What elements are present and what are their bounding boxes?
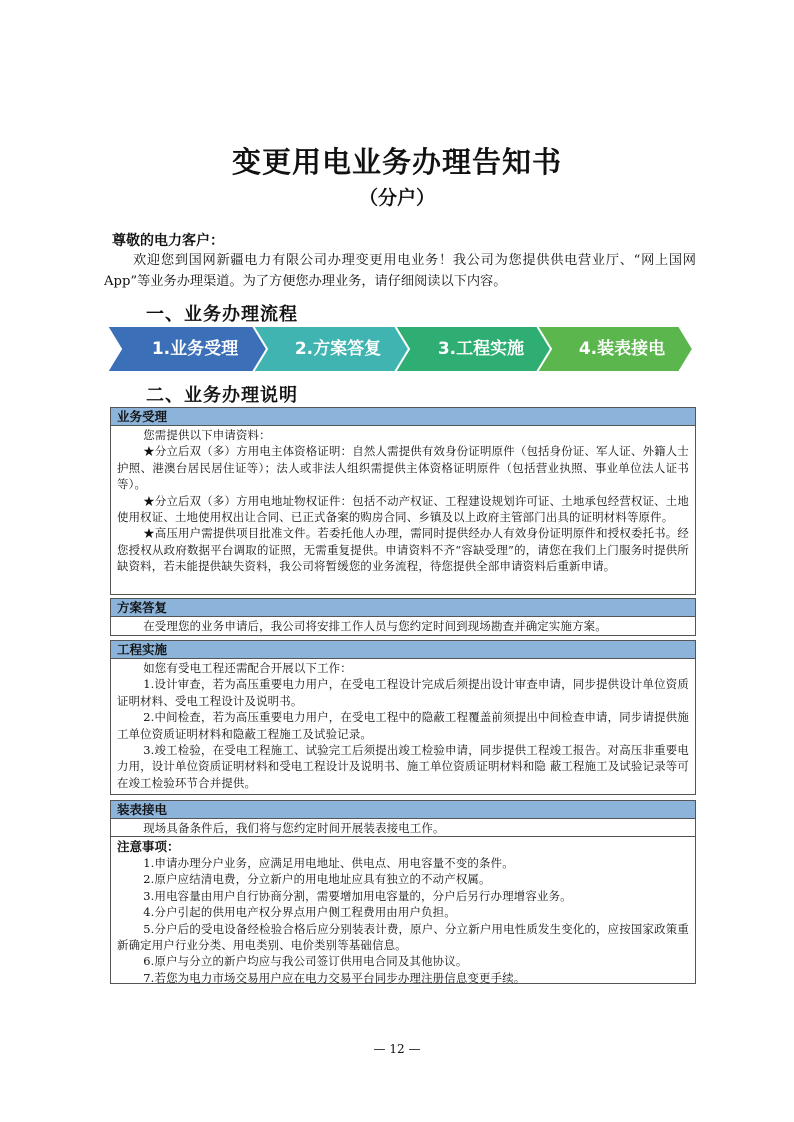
- panel-construction: [110, 640, 696, 795]
- flow-step-3-label: 3.工程实施: [437, 339, 525, 359]
- construction-paragraph: 2.中间检查，若为高压重要电力用户，在受电工程中的隐蔽工程覆盖前须提出中间检查申请，同步请提供施工单位资质证明材料和隐蔽工程施工及试验记录。: [117, 710, 689, 741]
- acceptance-paragraph: ★分立后双（多）方用电地址物权证件：包括不动产权证、工程建设规划许可证、土地承包经营权证、土地使用权证、土地使用权出让合同、已正式备案的购房合同、乡镇及以上政府主管部门出具的证明材料等原件。: [117, 493, 689, 525]
- panel-plan-heading: 方案答复: [111, 599, 695, 617]
- construction-paragraph: 如您有受电工程还需配合开展以下工作：: [143, 661, 352, 675]
- panel-meter-heading: 装表接电: [111, 801, 695, 819]
- notes-item: 2.原户应结清电费，分立新户的用电地址应具有独立的不动产权属。: [143, 872, 491, 887]
- acceptance-paragraph: ★高压用户需提供项目批准文件。若委托他人办理，需同时提供经办人有效身份证明原件和授权委托书。经您授权从政府数据平台调取的证照，无需重复提供。申请资料不齐“容缺受理”的，请您在我们上门服务时提供所缺资料，若未能提供缺失资料，我公司将暂缓您的业务流程，待您提供全部申请资料后重新申请。: [117, 526, 689, 574]
- notes-item: 5.分户后的受电设备经检验合格后应分别装表计费，原户、分立新户用电性质发生变化的，应按国家政策重新确定用户行业分类、用电类别、电价类别等基础信息。: [117, 921, 689, 953]
- plan-paragraph: 在受理您的业务申请后，我公司将安排工作人员与您约定时间到现场勘查并确定实施方案。: [143, 619, 607, 633]
- panel-plan: [110, 598, 696, 636]
- panel-acceptance-body: [111, 426, 695, 577]
- panel-meter: [110, 800, 696, 837]
- flow-step-1-label: 1.业务受理: [151, 339, 239, 359]
- notes-item: 1.申请办理分户业务，应满足用电地址、供电点、用电容量不变的条件。: [143, 856, 514, 870]
- panel-acceptance-heading: 业务受理: [111, 408, 695, 426]
- process-flow: [107, 326, 693, 372]
- panel-plan-body: [111, 617, 695, 636]
- panel-notes: [110, 836, 696, 984]
- meter-paragraph: 现场具备条件后，我们将与您约定时间开展装表接电工作。: [143, 821, 445, 835]
- acceptance-paragraph: 您需提供以下申请资料：: [143, 428, 271, 442]
- notes-heading: 注意事项：: [117, 839, 180, 854]
- notes-item: 7.若您为电力市场交易用户应在电力交易平台同步办理注册信息变更手续。: [143, 970, 526, 985]
- page-subtitle: （分户）: [358, 187, 435, 209]
- greeting: 尊敬的电力客户：: [112, 233, 224, 249]
- page-title: 变更用电业务办理告知书: [231, 145, 562, 179]
- intro-paragraph: 欢迎您到国网新疆电力有限公司办理变更用电业务！我公司为您提供供电营业厅、“网上国网 App”等业务办理渠道。为了方便您办理业务，请仔细阅读以下内容。: [104, 253, 696, 289]
- construction-paragraph: 1.设计审查，若为高压重要电力用户，在受电工程设计完成后须提出设计审查申请，同步提供设计单位资质证明材料、受电工程设计及说明书。: [117, 677, 689, 708]
- notes-item: 4.分户引起的供用电产权分界点用户侧工程费用由用户负担。: [143, 905, 456, 920]
- notes-item: 3.用电容量由用户自行协商分割，需要增加用电容量的，分户后另行办理增容业务。: [143, 888, 572, 903]
- flow-step-2-label: 2.方案答复: [294, 339, 382, 359]
- panel-construction-heading: 工程实施: [111, 641, 695, 659]
- panel-construction-body: [111, 659, 695, 793]
- construction-paragraph: 3.竣工检验，在受电工程施工、试验完工后须提出竣工检验申请，同步提供工程竣工报告。对高压非重要电力用，设计单位资质证明材料和受电工程设计及说明书、施工单位资质证明材料和隐 蔽工程施工及试验记录等可在竣工检验环节合并提供。: [117, 743, 689, 790]
- notes-item: 6.原户与分立的新户均应与我公司签订供用电合同及其他协议。: [143, 954, 468, 969]
- flow-step-4-label: 4.装表接电: [578, 339, 666, 359]
- section-heading-instructions: 二、业务办理说明: [146, 385, 298, 406]
- acceptance-paragraph: ★分立后双（多）方用电主体资格证明：自然人需提供有效身份证明原件（包括身份证、军人证、外籍人士护照、港澳台居民居住证等）；法人或非法人组织需提供主体资格证明原件（包括营业执照、事业单位法人证书等）。: [117, 444, 689, 492]
- panel-acceptance: [110, 407, 696, 595]
- page-number: — 12 —: [373, 1042, 421, 1056]
- section-heading-process: 一、业务办理流程: [146, 304, 298, 325]
